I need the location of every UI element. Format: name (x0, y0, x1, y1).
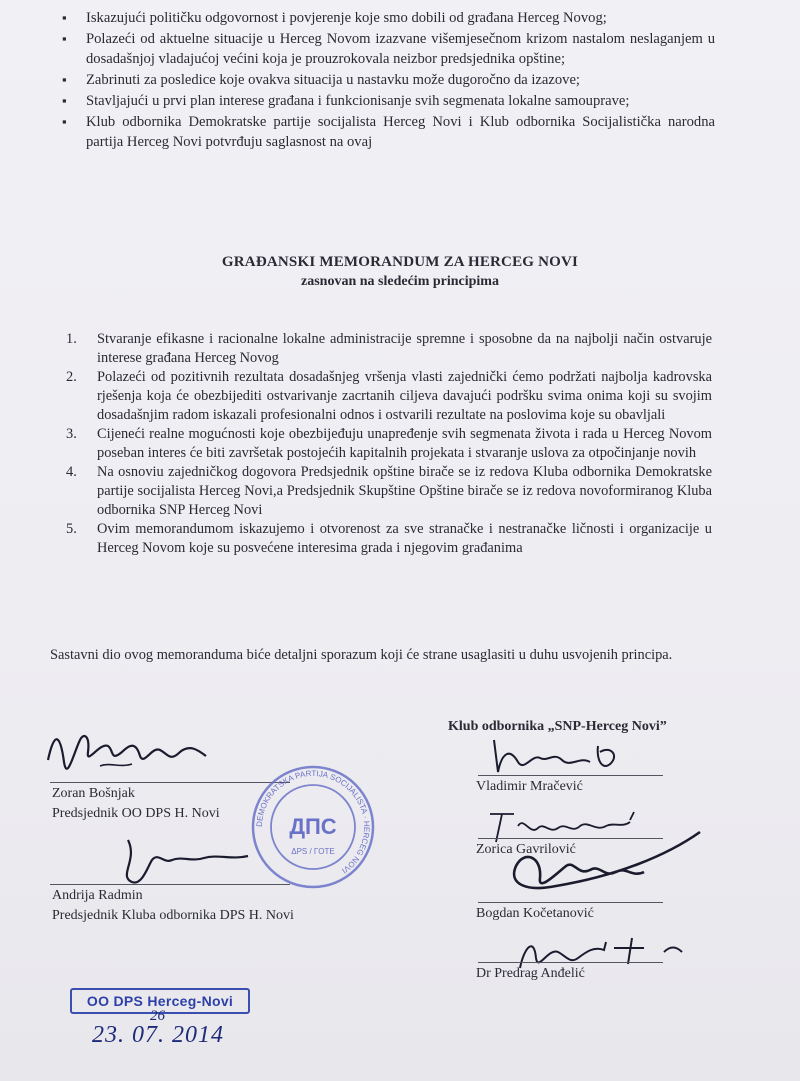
signatory-name: Zorica Gavrilović (476, 842, 576, 857)
signatory-name: Vladimir Mračević (476, 779, 583, 794)
principle-item (62, 425, 712, 463)
signature-line (478, 962, 663, 963)
signature-line (478, 775, 663, 776)
principle-text: Stvaranje efikasne i racionalne lokalne administracije spremne i sposobne da na najbolji način ostvaruje interese građana Herceg Novog (97, 331, 712, 366)
signature-kocetanovic (496, 826, 706, 906)
club-title: Klub odbornika „SNP-Herceg Novi” (448, 719, 667, 734)
memorandum-subtitle: zasnovan na sledećim principima (301, 274, 499, 289)
principle-text: Na osnoviu zajedničkog dogovora Predsjednik opštine birače se iz redova Kluba odbornika Demokratske partije socijalista Herceg Novi,a Predsjednik Skupštine Opštine birače se iz redova novoformiranog Kluba odbornika SNP Herceg Novi (97, 464, 712, 518)
memorandum-title: GRAĐANSKI MEMORANDUM ZA HERCEG NOVI (221, 254, 579, 270)
principle-item (62, 520, 712, 558)
principle-number: 3. (66, 426, 77, 442)
received-number: 26 (150, 1008, 165, 1024)
party-stamp (248, 762, 378, 892)
signatory-name: Zoran Bošnjak (52, 786, 135, 801)
principle-number: 4. (66, 464, 77, 480)
stamp-logo-text: ДПС (289, 814, 337, 839)
principle-item (62, 368, 712, 425)
stamp-lower-text: ΔPS / ΓΟΤΕ (291, 847, 335, 856)
received-stamp: OO DPS Herceg-Novi (70, 988, 250, 1014)
preamble-bullet: ▪ Stavljajući u prvi plan interese građana i funkcionisanje svih segmenata lokalne samouprave; (60, 91, 715, 111)
principle-text: Polazeći od pozitivnih rezultata dosadašnjeg vršenja vlasti zajednički ćemo podržati najbolja kadrovska rješenja koja će obezbijediti ostvarivanje zacrtanih ciljeva davajući podršku svima onima koji su svojim dosadašnjim radom iskazali profesionalni odnos i ostvarili rezultate na poslovima koje su obavljali (97, 369, 712, 423)
principle-item (62, 463, 712, 520)
signatory-name: Bogdan Kočetanović (476, 906, 594, 921)
signatory-role: Predsjednik OO DPS H. Novi (52, 806, 220, 821)
stamp-ring-text: DEMOKRATSKA PARTIJA SOCIJALISTA · HERCEG NOVI (254, 768, 372, 876)
signature-line (478, 902, 663, 903)
principle-text: Ovim memorandumom iskazujemo i otvorenost za sve stranačke i nestranačke ličnosti i organizacije u Herceg Novom koje su posvećene interesima grada i njegovim građanima (97, 521, 712, 556)
principle-item (62, 330, 712, 368)
received-date: 23. 07. 2014 (92, 1022, 224, 1048)
signatory-name: Andrija Radmin (52, 888, 143, 903)
preamble-bullet-list (60, 8, 715, 153)
preamble-bullet: ▪ Klub odbornika Demokratske partije socijalista Herceg Novi i Klub odbornika Socijalistička narodna partija Herceg Novi potvrđuju saglasnost na ovaj (60, 112, 715, 152)
signature-radmin (108, 830, 258, 890)
principle-text: Cijeneći realne mogućnosti koje obezbijeđuju unapređenje svih segmenata života i rada u Herceg Novom poseban interes će biti završetak postojećih kapitalnih projekata i stvaranje uslova za otpočinjanje novih (97, 426, 712, 461)
principle-number: 2. (66, 369, 77, 385)
preamble-bullet: ▪ Zabrinuti za posledice koje ovakva situacija u nastavku može dugoročno da izazove; (60, 70, 715, 90)
preamble-bullet: ▪ Polazeći od aktuelne situacije u Herceg Novom izazvane višemjesečnom krizom nastalom neslaganjem u dosadašnjoj vladajućoj većini koja je prouzrokovala neizbor predsjednika opštine; (60, 29, 715, 69)
preamble-bullet: ▪ Iskazujući političku odgovornost i povjerenje koje smo dobili od građana Herceg Novog; (60, 8, 715, 28)
principle-number: 5. (66, 521, 77, 537)
principle-number: 1. (66, 331, 77, 347)
closing-paragraph: Sastavni dio ovog memoranduma biće detaljni sporazum koji će strane usaglasiti u duhu usvojenih principa. (50, 647, 673, 663)
signatory-name: Dr Predrag Anđelić (476, 966, 585, 981)
signatory-role: Predsjednik Kluba odbornika DPS H. Novi (52, 908, 294, 923)
principles-list (62, 330, 712, 558)
